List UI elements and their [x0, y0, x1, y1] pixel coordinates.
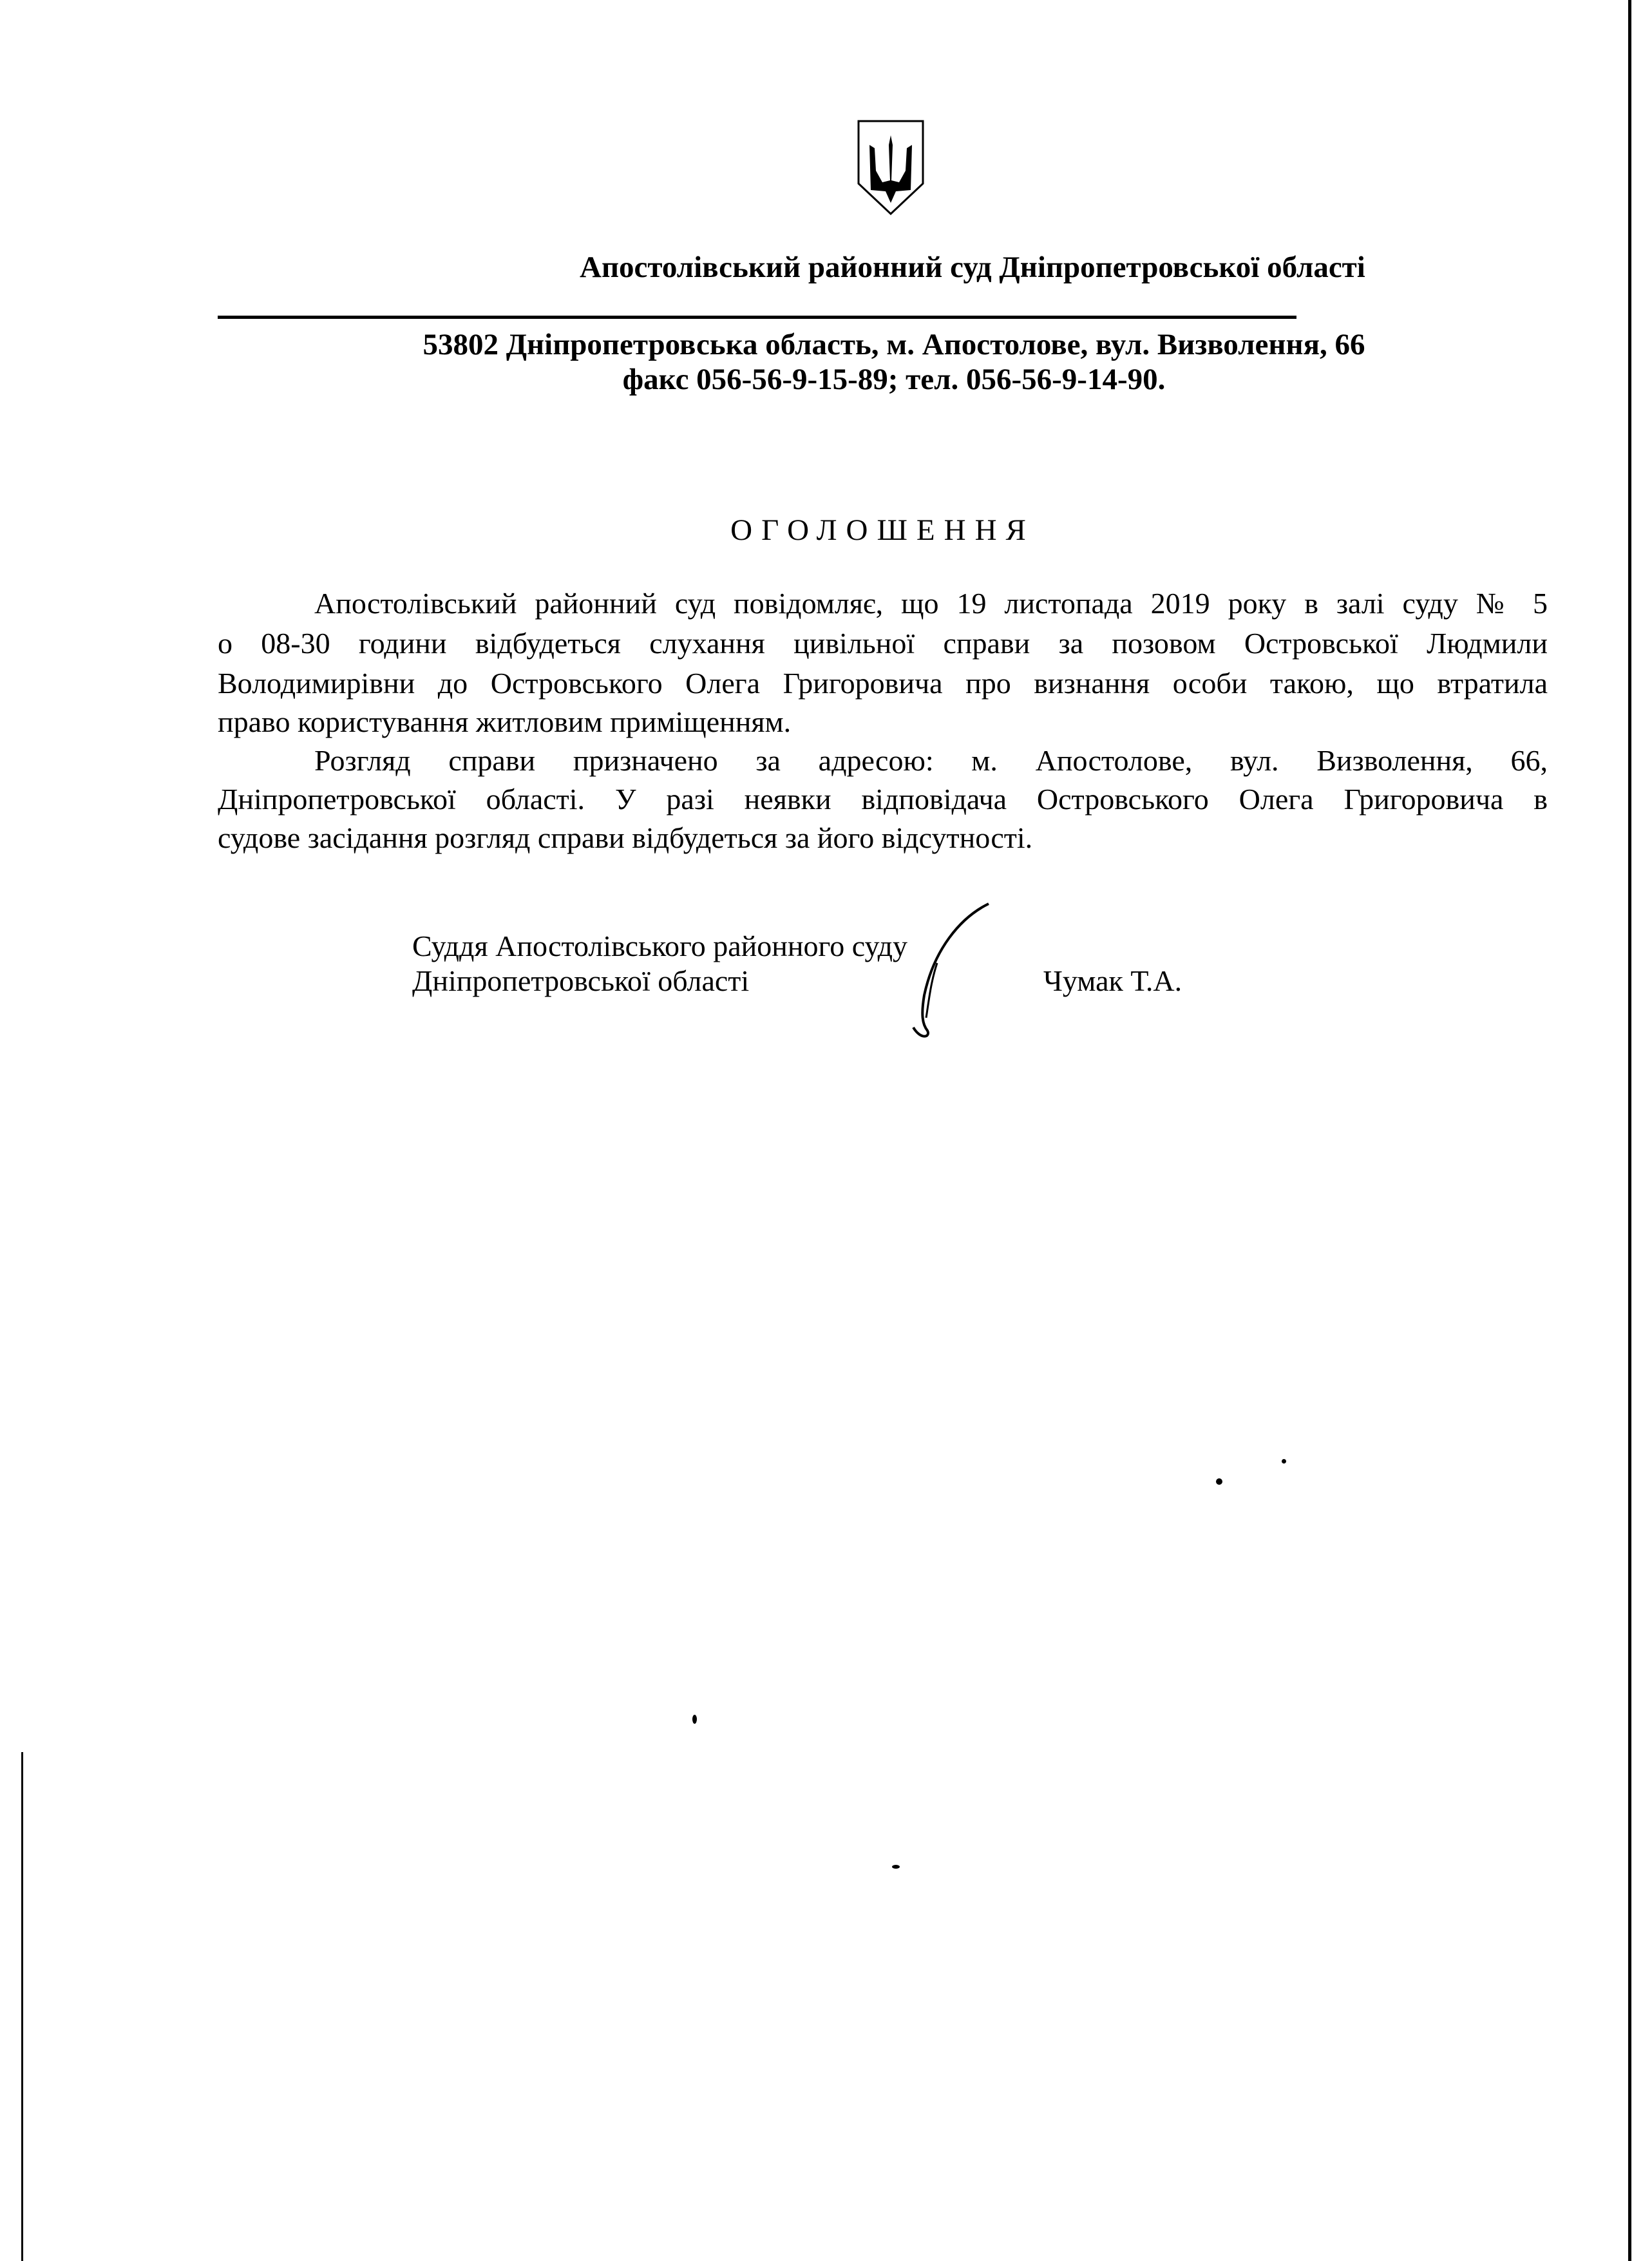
court-name: Апостолівський районний суд Дніпропетровської області — [580, 251, 1365, 284]
scan-edge-left — [21, 1752, 23, 2261]
scan-speck — [1282, 1459, 1286, 1464]
scan-speck — [892, 1865, 900, 1869]
handwritten-signature — [857, 899, 1011, 1047]
paragraph-line: Апостолівський районний суд повідомляє, що 19 листопада 2019 року в залі суду № 5 — [314, 587, 1548, 620]
scan-speck — [1216, 1478, 1222, 1485]
paragraph-line: Володимирівни до Островського Олега Григоровича про визнання особи такою, що втратила — [218, 667, 1548, 700]
paragraph-line: о 08-30 години відбудеться слухання цивільної справи за позовом Островської Людмили — [218, 627, 1548, 660]
paragraph-line: Дніпропетровської області. У разі неявки відповідача Островського Олега Григоровича в — [218, 783, 1548, 816]
coat-of-arms-icon — [857, 119, 925, 216]
signatory-name: Чумак Т.А. — [1043, 964, 1182, 997]
scan-edge-right — [1628, 0, 1631, 2261]
court-address: 53802 Дніпропетровська область, м. Апостолове, вул. Визволення, 66 — [422, 328, 1365, 361]
paragraph-line: судове засідання розгляд справи відбудеться за його відсутності. — [218, 821, 1033, 854]
header-divider — [218, 316, 1296, 319]
paragraph-line: Розгляд справи призначено за адресою: м. Апостолове, вул. Визволення, 66, — [314, 744, 1548, 777]
scan-speck — [692, 1715, 697, 1724]
document-title: ОГОЛОШЕННЯ — [730, 513, 1035, 547]
court-contacts: факс 056-56-9-15-89; тел. 056-56-9-14-90. — [622, 363, 1166, 396]
signature-position-line2: Дніпропетровської області — [412, 964, 750, 997]
paragraph-line: право користування житловим приміщенням. — [218, 705, 792, 738]
signature-position-line1: Суддя Апостолівського районного суду — [412, 930, 908, 962]
